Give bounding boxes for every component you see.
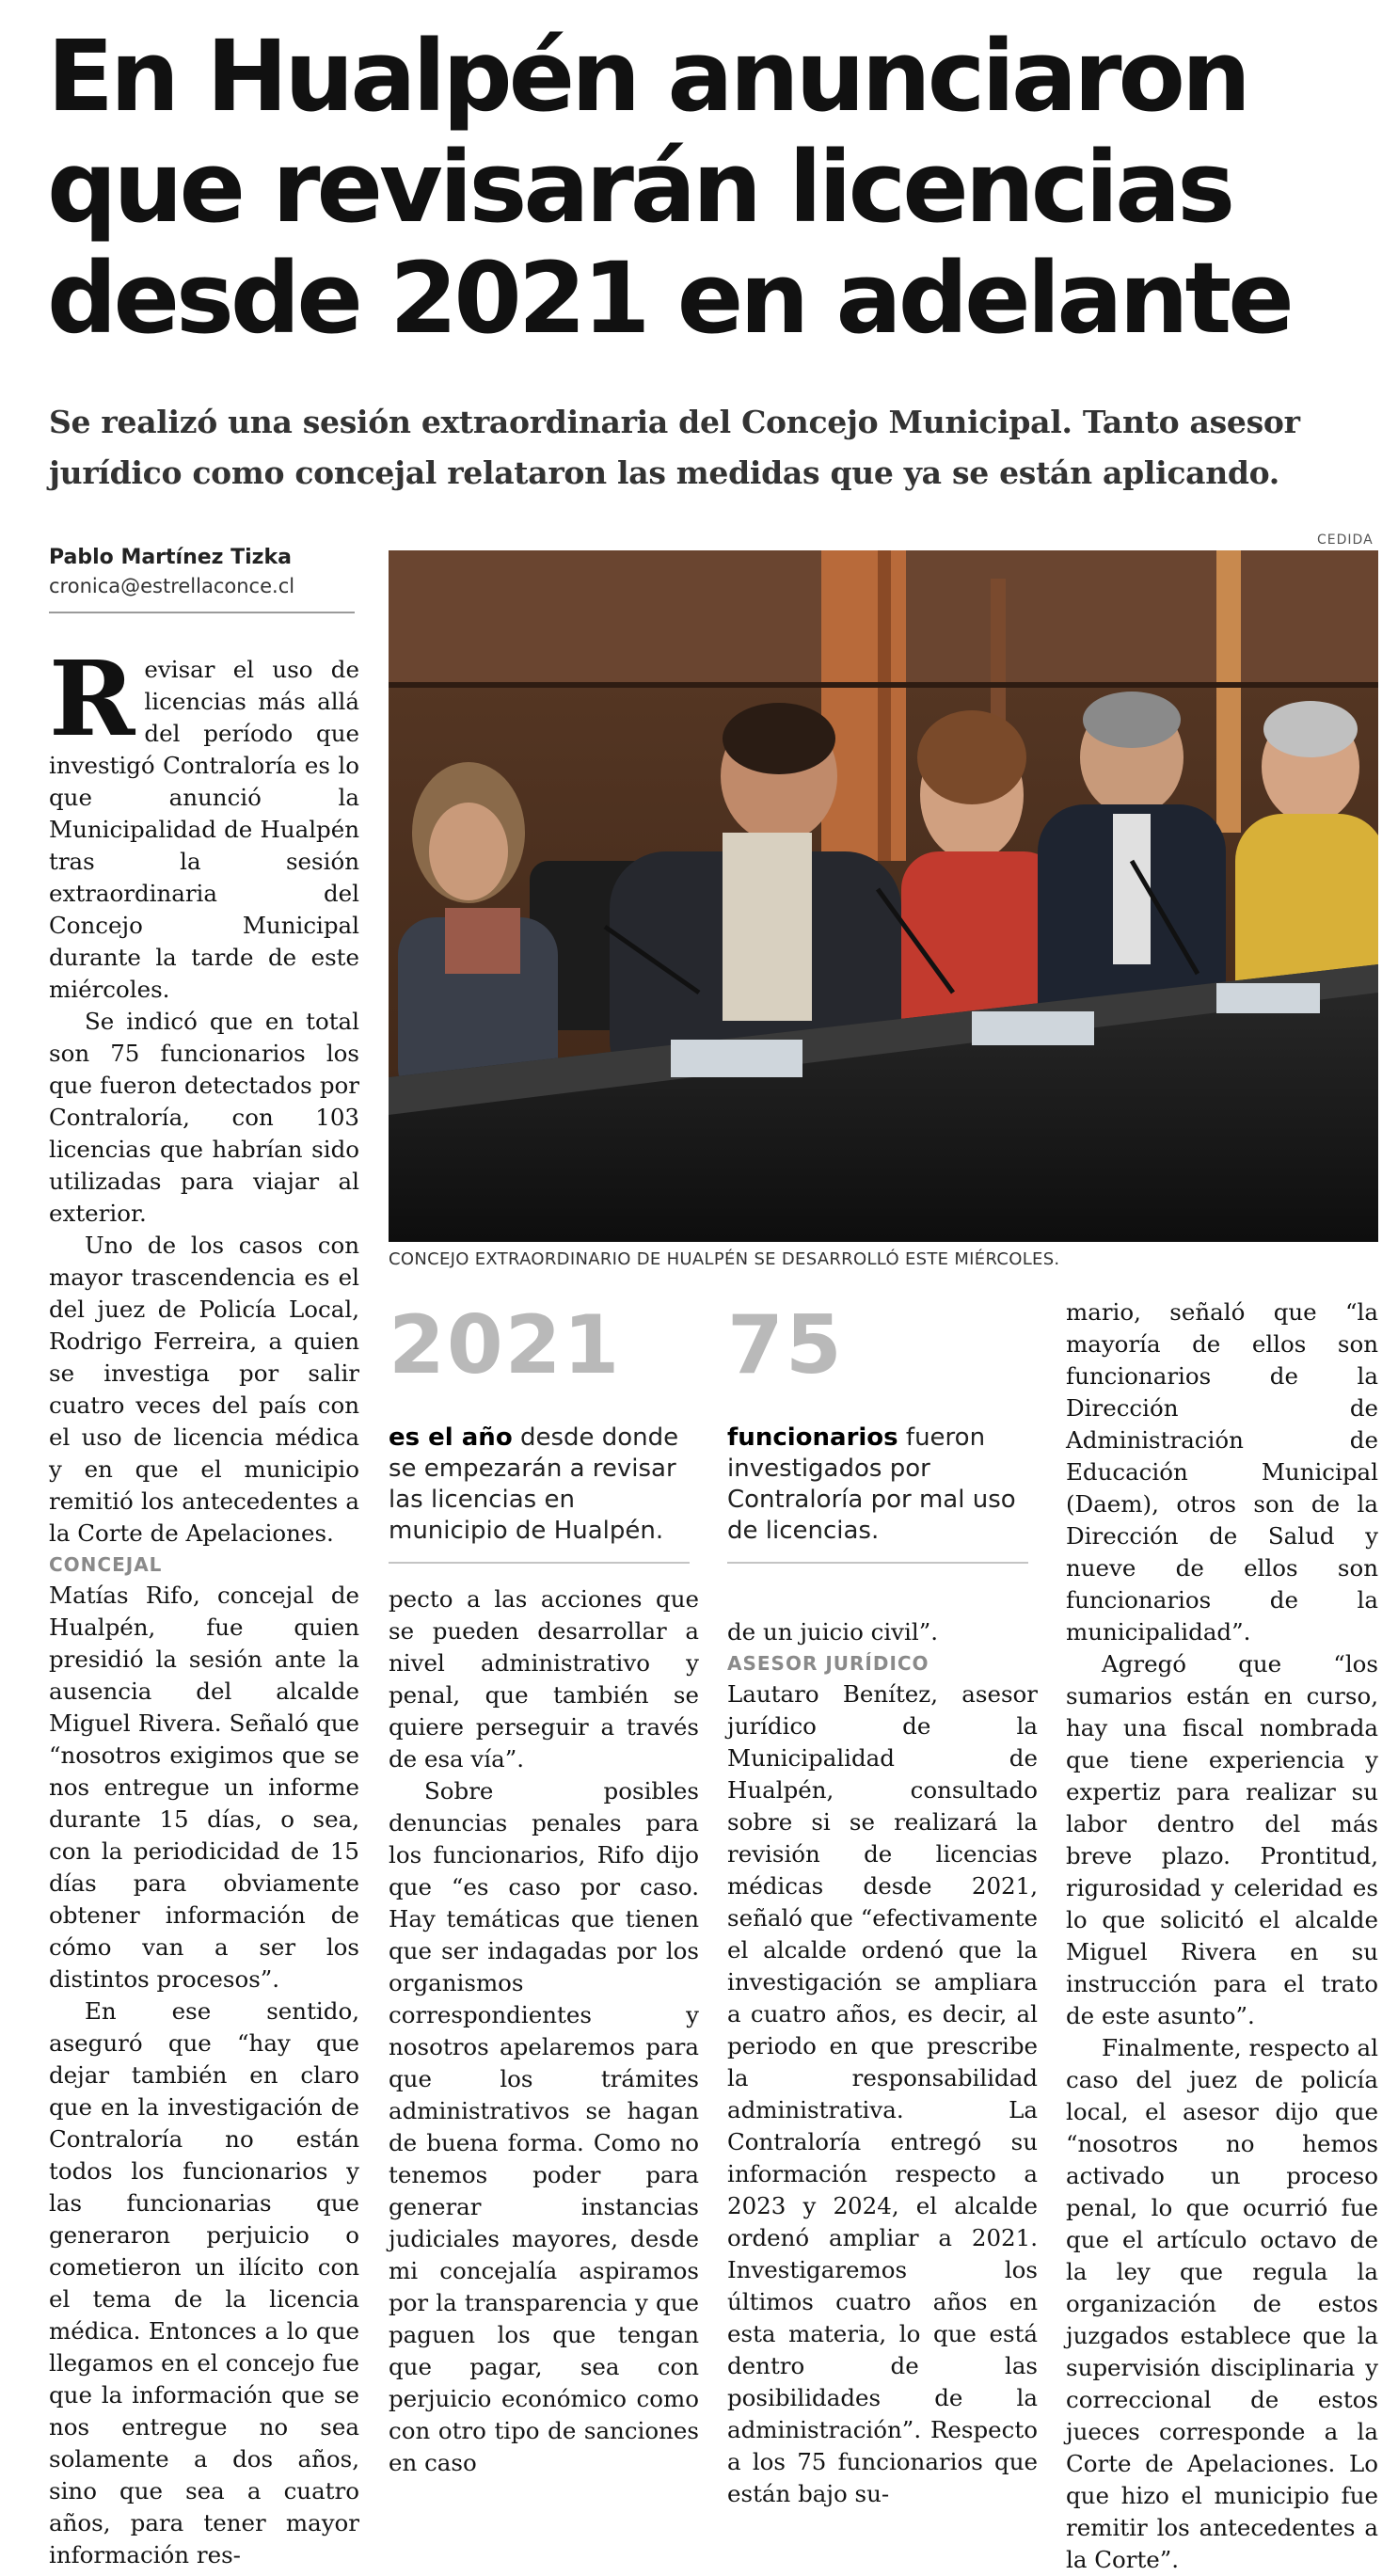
council-session-photo — [389, 550, 1378, 1242]
stat-bold: funcionarios — [727, 1423, 898, 1452]
stat-box-employees — [727, 1298, 1038, 1547]
article-column-4 — [1066, 1296, 1378, 2576]
byline — [49, 544, 359, 600]
stat-number: 2021 — [389, 1298, 622, 1392]
section-label-asesor: ASESOR JURÍDICO — [727, 1652, 929, 1675]
paragraph-8: de un juicio civil”. — [727, 1618, 939, 1646]
headline-line-1: En Hualpén anunciaron — [47, 19, 1247, 134]
deck-line-1: Se realizó una sesión extraordinaria del Concejo Municipal. Tanto asesor — [49, 404, 1300, 440]
stat-text — [389, 1423, 699, 1547]
stat-bold: es el año — [389, 1423, 513, 1452]
stat-rest: desde donde se empezarán a revisar las licencias en municipio de Hualpén. — [389, 1423, 679, 1545]
paragraph-6: pecto a las acciones que se pueden desarrollar a nivel administrativo y penal, que también se quiere perseguir a través de esa vía”. — [389, 1585, 699, 1773]
stat-divider — [727, 1562, 1028, 1564]
byline-divider — [49, 612, 355, 613]
paragraph-5: En ese sentido, aseguró que “hay que dejar también en claro que en la investigación de Contraloría no están todos los funcionarios y las funcionarias que generaron perjuicio o cometieron un ilícito con el tema de la licencia médica. Entonces a lo que llegamos en el concejo fue que la información que se nos entregue no sea solamente a dos años, sino que sea a cuatro años, para tener mayor información res- — [49, 1997, 359, 2568]
deck-line-2: jurídico como concejal relataron las medidas que ya se están aplicando. — [49, 454, 1279, 491]
photo-caption: CONCEJO EXTRAORDINARIO DE HUALPÉN SE DESARROLLÓ ESTE MIÉRCOLES. — [389, 1249, 1060, 1269]
article-column-3 — [727, 1616, 1038, 2510]
section-label-concejal: CONCEJAL — [49, 1553, 163, 1576]
paragraph-1 — [49, 638, 359, 1006]
stat-rest: fueron investigados por Contraloría por mal uso de licencias. — [727, 1423, 1016, 1545]
stat-text — [727, 1423, 1038, 1547]
headline-line-2: que revisarán licencias — [47, 130, 1232, 245]
paragraph-9: Lautaro Benítez, asesor jurídico de la Municipalidad de Hualpén, consultado sobre si se realizará la revisión de licencias médicas desde 2021, señaló que “efectivamente el alcalde ordenó que la investigación se ampliara a cuatro años, es decir, al periodo en que prescribe la responsabilidad administrativa. La Contraloría entregó su información respecto a 2023 y 2024, el alcalde ordenó ampliar a 2021. Investigaremos los últimos cuatro años en esta materia, lo que está dentro de las posibilidades de la administración”. Respecto a los 75 funcionarios que están bajo su- — [727, 1680, 1038, 2507]
paragraph-1-text: evisar el uso de licencias más allá del período que investigó Contraloría es lo que anunció la Municipalidad de Hualpén tras la sesión extraordinaria del Concejo Municipal durante la tarde de este miércoles. — [49, 656, 359, 1003]
deck-subtitle — [49, 397, 1366, 499]
article-column-2 — [389, 1583, 699, 2479]
headline — [47, 21, 1364, 354]
photo-credit: CEDIDA — [1317, 533, 1374, 548]
photo-illustration — [389, 550, 1378, 1242]
paragraph-7: Sobre posibles denuncias penales para los funcionarios, Rifo dijo que “es caso por caso. Hay temáticas que tienen que ser indagadas por los organismos correspondientes y nosotros apelaremos para que los trámites administrativos se hagan de buena forma. Como no tenemos poder para generar instancias judiciales mayores, desde mi concejalía aspiramos por la transparencia y que paguen los que tengan que pagar, sea con perjuicio económico como con otro tipo de sanciones en caso — [389, 1777, 699, 2476]
paragraph-3: Uno de los casos con mayor trascendencia es el del juez de Policía Local, Rodrigo Ferreira, a quien se investiga por salir cuatro veces del país con el uso de licencia médica y en que el municipio remitió los antecedentes a la Corte de Apelaciones. — [49, 1232, 359, 1547]
drop-cap: R — [49, 638, 135, 759]
headline-line-3: desde 2021 en adelante — [47, 241, 1291, 356]
paragraph-11: Agregó que “los sumarios están en curso, hay una fiscal nombrada que tiene experiencia y expertiz para realizar su labor dentro del más breve plazo. Prontitud, rigurosidad y celeridad es lo que solicitó el alcalde Miguel Rivera en su instrucción para el trato de este asunto”. — [1066, 1650, 1378, 2029]
paragraph-10: mario, señaló que “la mayoría de ellos son funcionarios de la Dirección de Administración de Educación Municipal (Daem), otros son de la Dirección de Salud y nueve de ellos son funcionarios de la municipalidad”. — [1066, 1298, 1378, 1646]
article-column-1 — [49, 638, 359, 2571]
paragraph-4: Matías Rifo, concejal de Hualpén, fue quien presidió la sesión ante la ausencia del alcalde Miguel Rivera. Señaló que “nosotros exigimos que se nos entregue un informe durante 15 días, o sea, con la periodicidad de 15 días para obviamente obtener información de cómo van a ser los distintos procesos”. — [49, 1582, 359, 1993]
paragraph-12: Finalmente, respecto al caso del juez de policía local, el asesor dijo que “nosotros no hemos activado un proceso penal, lo que ocurrió fue que el artículo octavo de la ley que regula la organización de estos juzgados establece que la supervisión disciplinaria y correccional de estos jueces corresponde a la Corte de Apelaciones. Lo que hizo el municipio fue remitir los antecedentes a la Corte”. — [1066, 2034, 1378, 2573]
byline-email[interactable]: cronica@estrellaconce.cl — [49, 575, 295, 597]
byline-author: Pablo Martínez Tizka — [49, 546, 292, 569]
stat-divider — [389, 1562, 690, 1564]
stat-number: 75 — [727, 1298, 844, 1392]
stat-box-year — [389, 1298, 699, 1547]
paragraph-2: Se indicó que en total son 75 funcionarios los que fueron detectados por Contraloría, con 103 licencias que habrían sido utilizadas para viajar al exterior. — [49, 1008, 359, 1227]
